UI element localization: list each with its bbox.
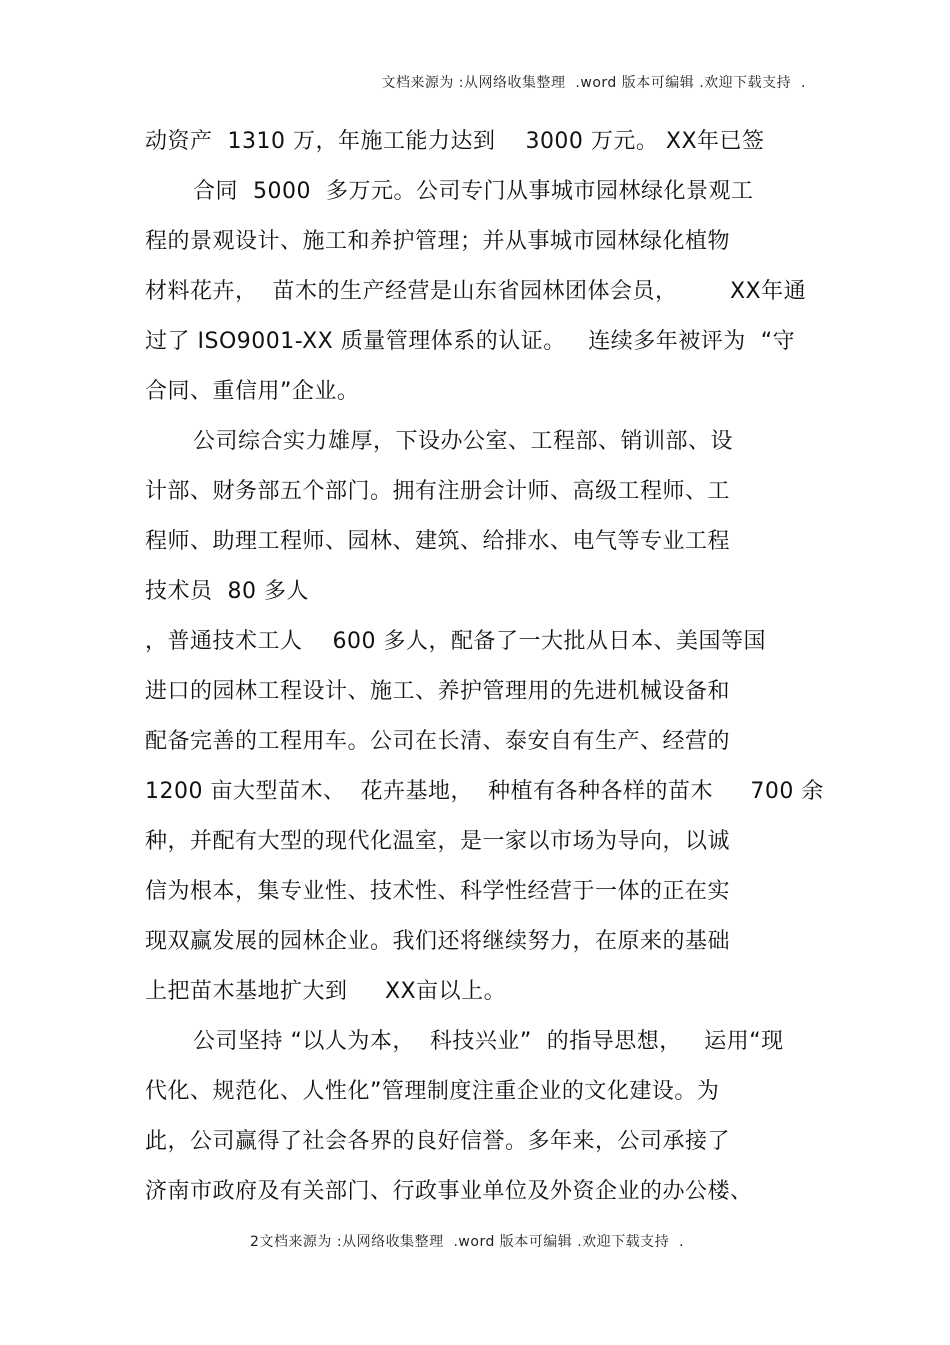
text-line: 代化、规范化、人性化”管理制度注重企业的文化建设。为 — [145, 1079, 720, 1104]
text-line: 公司综合实力雄厚，下设办公室、工程部、销训部、设 — [193, 429, 734, 454]
text-line: 程师、助理工程师、园林、建筑、给排水、电气等专业工程 — [145, 529, 731, 554]
text-line: 种，并配有大型的现代化温室，是一家以市场为导向，以诚 — [145, 829, 731, 854]
text-line: 济南市政府及有关部门、行政事业单位及外资企业的办公楼、 — [145, 1179, 753, 1204]
text-line: 过了 ISO9001-XX 质量管理体系的认证。 连续多年被评为 “守 — [145, 329, 796, 354]
text-line: 公司坚持 “以人为本， 科技兴业” 的指导思想， 运用“现 — [193, 1029, 784, 1054]
text-line: 程的景观设计、施工和养护管理；并从事城市园林绿化植物 — [145, 229, 731, 254]
text-line: 上把苗木基地扩大到 XX亩以上。 — [145, 979, 507, 1004]
text-line: 配备完善的工程用车。公司在长清、泰安自有生产、经营的 — [145, 729, 731, 754]
text-line: 合同、重信用”企业。 — [145, 379, 360, 404]
text-line: 材料花卉， 苗木的生产经营是山东省园林团体会员， XX年通 — [145, 279, 807, 304]
text-line: ，普通技术工人 600 多人，配备了一大批从日本、美国等国 — [145, 629, 766, 654]
text-line: 合同 5000 多万元。公司专门从事城市园林绿化景观工 — [193, 179, 754, 204]
text-line: 计部、财务部五个部门。拥有注册会计师、高级工程师、工 — [145, 479, 731, 504]
text-line: 此，公司赢得了社会各界的良好信誉。多年来，公司承接了 — [145, 1129, 731, 1154]
text-line: 1200 亩大型苗木、 花卉基地， 种植有各种各样的苗木 700 余 — [145, 779, 824, 804]
text-line: 动资产 1310 万，年施工能力达到 3000 万元。 XX年已签 — [145, 129, 765, 154]
text-line: 现双赢发展的园林企业。我们还将继续努力，在原来的基础 — [145, 929, 731, 954]
page-footer: 2文档来源为 :从网络收集整理 .word 版本可编辑 .欢迎下载支持 . — [250, 1234, 685, 1250]
text-line: 信为根本，集专业性、技术性、科学性经营于一体的正在实 — [145, 879, 731, 904]
text-line: 技术员 80 多人 — [145, 579, 309, 604]
text-line: 进口的园林工程设计、施工、养护管理用的先进机械设备和 — [145, 679, 731, 704]
page-header: 文档来源为 :从网络收集整理 .word 版本可编辑 .欢迎下载支持 . — [381, 75, 806, 91]
